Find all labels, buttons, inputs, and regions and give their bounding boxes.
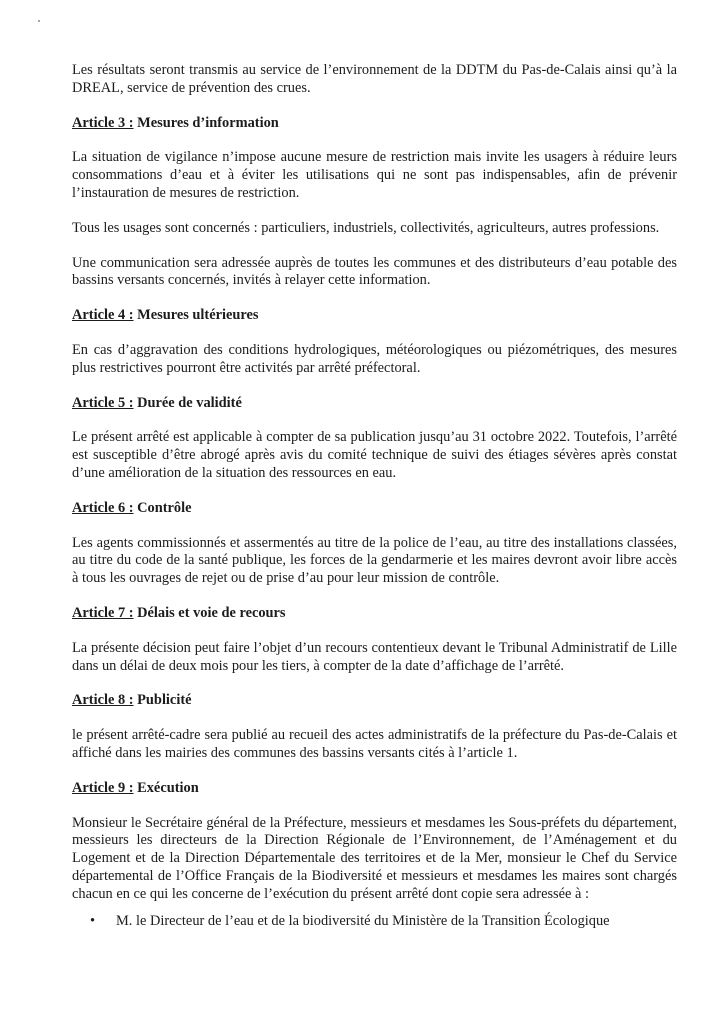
article-9-heading — [72, 780, 677, 798]
article-8-paragraph-1: le présent arrêté-cadre sera publié au recueil des actes administratifs de la préfecture du Pas-de-Calais et affiché dans les mairies des communes des bassins versants cités à l’article 1. — [72, 727, 677, 761]
article-3-paragraph-1: La situation de vigilance n’impose aucune mesure de restriction mais invite les usagers à réduire leurs consommations d’eau et à éviter les utilisations qui ne sont pas indispensables, afin de prévenir l’instauration de mesures de restriction. — [72, 149, 677, 201]
article-number: Article 3 : — [72, 114, 134, 131]
article-4-heading — [72, 307, 677, 325]
article-title: Durée de validité — [137, 394, 242, 411]
list-item-text: M. le Directeur de l’eau et de la biodiversité du Ministère de la Transition Écologique — [116, 912, 610, 929]
article-title: Contrôle — [137, 499, 192, 516]
article-number: Article 4 : — [72, 307, 134, 324]
scan-speck — [38, 20, 40, 22]
intro-paragraph: Les résultats seront transmis au service de l’environnement de la DDTM du Pas-de-Calais ainsi qu’à la DREAL, service de prévention des crues. — [72, 62, 677, 96]
article-5-heading — [72, 395, 677, 413]
article-title: Mesures d’information — [137, 114, 279, 131]
article-title: Délais et voie de recours — [137, 604, 286, 621]
article-3-paragraph-2: Tous les usages sont concernés : particuliers, industriels, collectivités, agriculteurs, autres professions. — [72, 219, 660, 236]
article-title: Publicité — [137, 692, 192, 709]
article-number: Article 6 : — [72, 499, 134, 516]
bullet-icon: • — [90, 912, 96, 929]
article-6-paragraph-1: Les agents commissionnés et assermentés au titre de la police de l’eau, au titre des installations classées, au titre du code de la santé publique, les forces de la gendarmerie et les maires devront avoir libre accès à tous les ouvrages de rejet ou de prise d’au pour leur mission de contrôle. — [72, 534, 677, 587]
article-title: Exécution — [137, 779, 199, 796]
article-7-paragraph-1: La présente décision peut faire l’objet d’un recours contentieux devant le Tribunal Administratif de Lille dans un délai de deux mois pour les tiers, à compter de la date d’affichage de l’arrêté. — [72, 639, 677, 674]
article-3-paragraph-3: Une communication sera adressée auprès de toutes les communes et des distributeurs d’eau potable des bassins versants concernés, invités à relayer cette information. — [72, 254, 677, 289]
article-5-paragraph-1: Le présent arrêté est applicable à compter de sa publication jusqu’au 31 octobre 2022. Toutefois, l’arrêté est susceptible d’être abrogé après avis du comité technique de suivi des étiages sévères après constat d’une amélioration de la situation des ressources en eau. — [72, 429, 677, 481]
article-6-heading — [72, 500, 677, 518]
article-number: Article 7 : — [72, 604, 134, 621]
article-3-heading — [72, 115, 677, 133]
article-7-heading — [72, 605, 677, 623]
list-item — [90, 913, 677, 931]
article-9-paragraph-1: Monsieur le Secrétaire général de la Préfecture, messieurs et mesdames les Sous-préfets du département, messieurs les directeurs de la Direction Régionale de l’Environnement, de l’Aménagement et du Logement et de la Direction Départementale des territoires et de la Mer, monsieur le Chef du Service départemental de l’Office Français de la Biodiversité et messieurs et mesdames les maires sont chargés chacun en ce qui les concerne de l’exécution du présent arrêté dont copie sera adressée à : — [72, 814, 677, 902]
article-number: Article 8 : — [72, 692, 134, 709]
article-4-paragraph-1: En cas d’aggravation des conditions hydrologiques, météorologiques ou piézométriques, des mesures plus restrictives pourront être activités par arrêté préfectoral. — [72, 341, 677, 376]
recipient-list — [72, 913, 677, 931]
article-title: Mesures ultérieures — [137, 307, 259, 324]
article-number: Article 9 : — [72, 779, 134, 796]
article-8-heading — [72, 692, 677, 710]
article-number: Article 5 : — [72, 394, 134, 411]
